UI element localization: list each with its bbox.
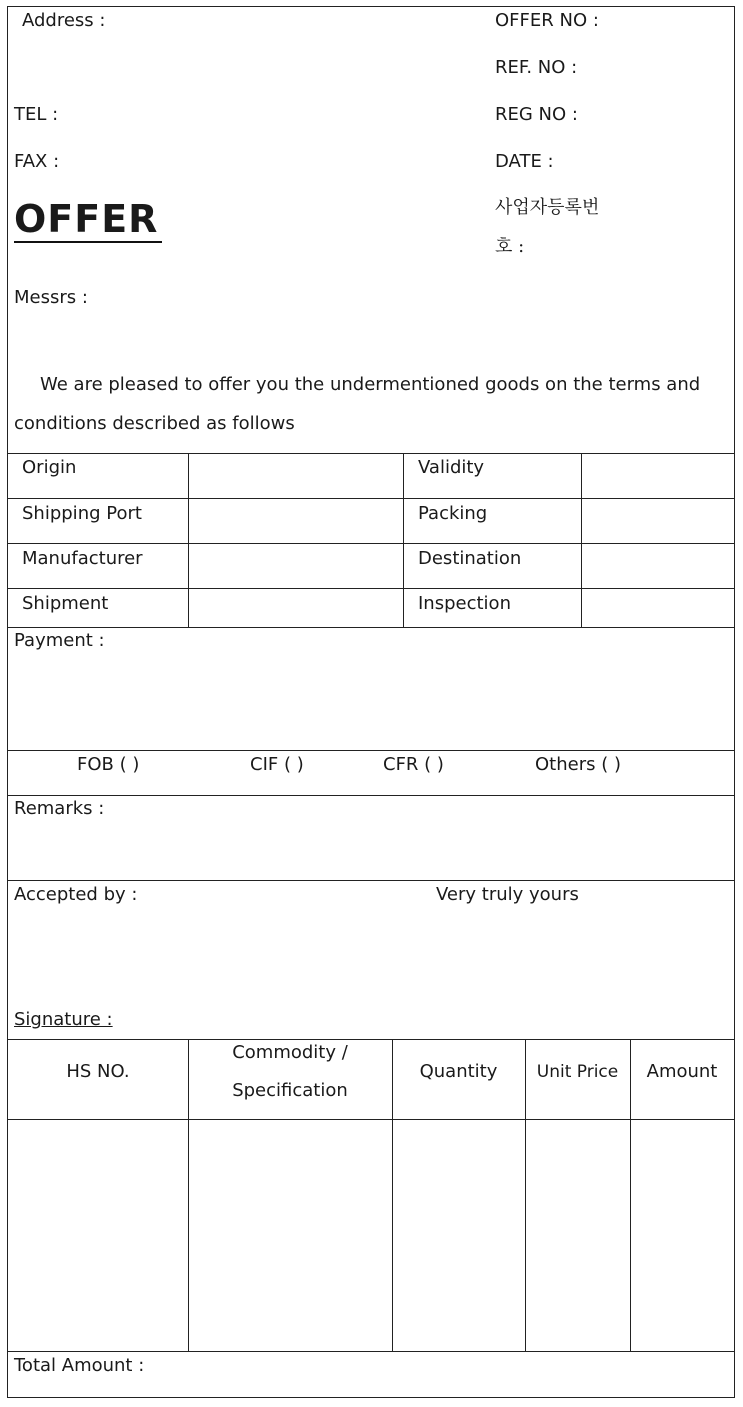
title-underline (14, 241, 162, 243)
document-title: OFFER (14, 197, 159, 241)
payment-option-others: Others ( ) (535, 754, 621, 775)
shipment-label: Shipment (22, 593, 109, 614)
business-registration-label-line2: 호 : (495, 236, 525, 257)
header-commodity-line1: Commodity / (232, 1042, 348, 1063)
header-amount: Amount (646, 1061, 718, 1082)
divider-payment-top (8, 627, 734, 628)
terms-col-divider-2 (403, 453, 404, 627)
offer-no-label: OFFER NO : (495, 10, 599, 31)
closing-text: Very truly yours (436, 884, 579, 905)
shipping-port-label: Shipping Port (22, 503, 142, 524)
divider-terms-row3 (8, 588, 734, 589)
payment-option-fob: FOB ( ) (77, 754, 140, 775)
packing-label: Packing (418, 503, 488, 524)
divider-total-top (8, 1351, 734, 1352)
goods-col-divider-3 (525, 1039, 526, 1351)
total-amount-label: Total Amount : (14, 1355, 145, 1376)
divider-goods-header-bottom (8, 1119, 734, 1120)
offer-form (7, 6, 735, 1398)
reg-no-label: REG NO : (495, 104, 578, 125)
divider-terms-row2 (8, 543, 734, 544)
header-commodity-line2: Specification (232, 1080, 348, 1101)
header-unit-price: Unit Price (536, 1062, 619, 1082)
divider-acceptance-top (8, 880, 734, 881)
divider-remarks-top (8, 795, 734, 796)
header-quantity: Quantity (419, 1061, 498, 1082)
signature-label: Signature : (14, 1009, 113, 1030)
tel-label: TEL : (14, 104, 59, 125)
manufacturer-label: Manufacturer (22, 548, 143, 569)
divider-payment-options-top (8, 750, 734, 751)
intro-text-line2: conditions described as follows (14, 413, 295, 434)
destination-label: Destination (418, 548, 522, 569)
terms-col-divider-3 (581, 453, 582, 627)
ref-no-label: REF. NO : (495, 57, 578, 78)
divider-terms-row1 (8, 498, 734, 499)
goods-col-divider-4 (630, 1039, 631, 1351)
header-hs-no: HS NO. (66, 1061, 130, 1082)
fax-label: FAX : (14, 151, 60, 172)
messrs-label: Messrs : (14, 287, 88, 308)
inspection-label: Inspection (418, 593, 511, 614)
intro-text-line1: We are pleased to offer you the undermentioned goods on the terms and (40, 374, 701, 395)
payment-option-cfr: CFR ( ) (383, 754, 444, 775)
divider-terms-top (8, 453, 734, 454)
origin-label: Origin (22, 457, 77, 478)
address-label: Address : (22, 10, 106, 31)
payment-option-cif: CIF ( ) (250, 754, 304, 775)
business-registration-label-line1: 사업자등록번 (495, 197, 600, 218)
validity-label: Validity (418, 457, 485, 478)
goods-col-divider-2 (392, 1039, 393, 1351)
terms-col-divider-1 (188, 453, 189, 627)
remarks-label: Remarks : (14, 798, 105, 819)
divider-goods-header-top (8, 1039, 734, 1040)
accepted-by-label: Accepted by : (14, 884, 138, 905)
payment-label: Payment : (14, 630, 105, 651)
date-label: DATE : (495, 151, 554, 172)
